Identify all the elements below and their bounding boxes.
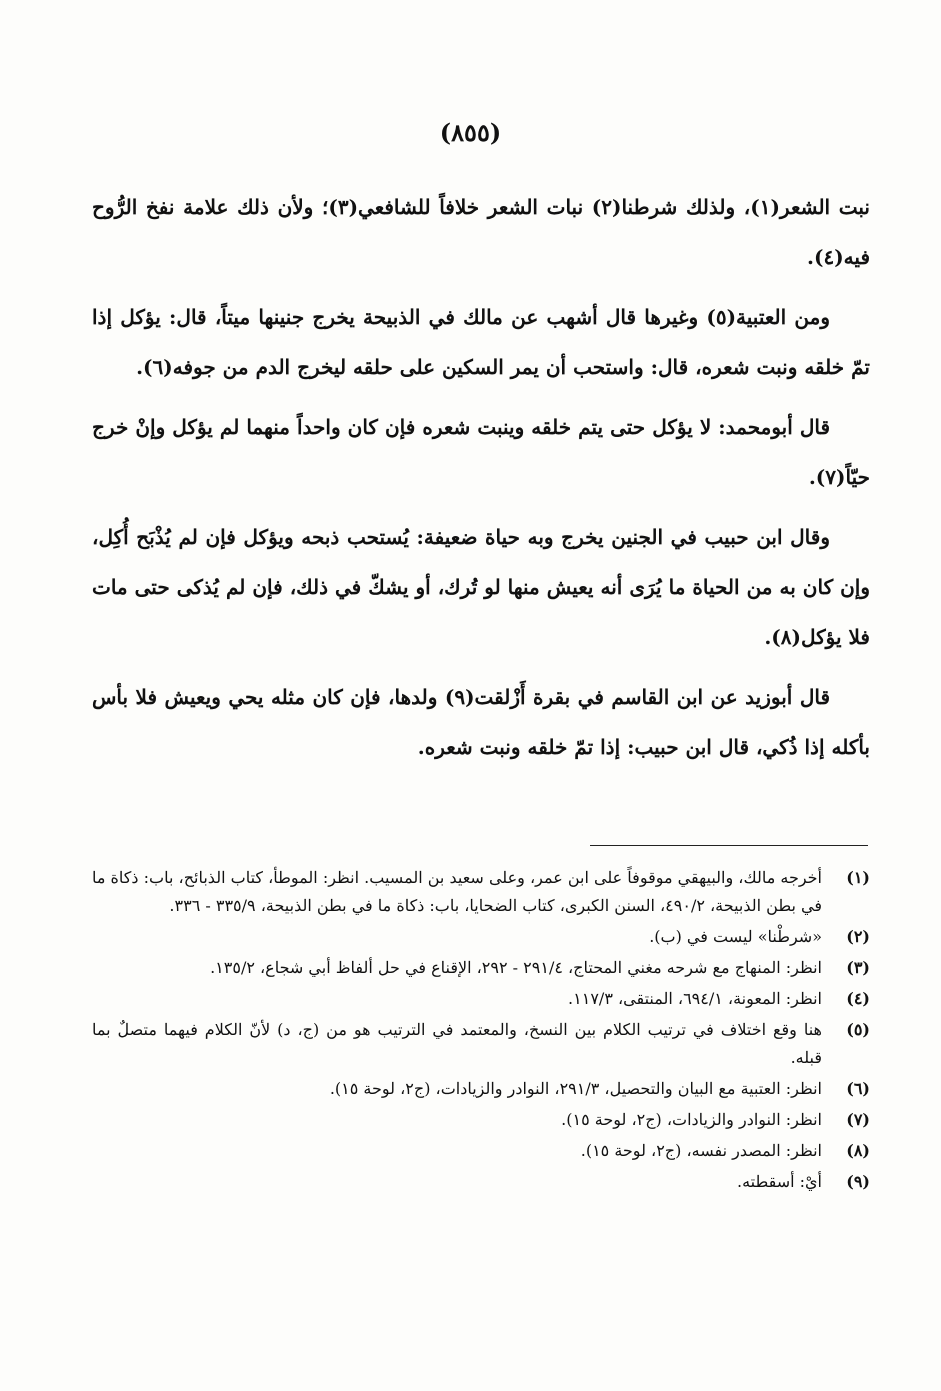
footnote-number: (٩): [846, 1172, 870, 1191]
footnote: [92, 1137, 870, 1165]
footnote: [92, 1075, 870, 1103]
footnote-divider: [590, 845, 868, 846]
footnote-number: (٤): [846, 989, 870, 1008]
paragraph: قال أبومحمد: لا يؤكل حتى يتم خلقه وينبت شعره فإن كان واحداً منهما لم يؤكل وإنْ خرج حيّاً(٧).: [92, 415, 870, 489]
footnote-number: (٣): [846, 958, 870, 977]
footnote-text: أيْ: أسقطته.: [736, 1172, 822, 1191]
paragraph: قال أبوزيد عن ابن القاسم في بقرة أَزْلقت(٩) ولدها، فإن كان مثله يحي ويعيش فلا بأس بأكله إذا ذُكي، قال ابن حبيب: إذا تمّ خلقه ونبت شعره.: [92, 685, 870, 759]
footnote-text: انظر: النوادر والزيادات، (ج٢، لوحة ١٥).: [561, 1110, 822, 1129]
footnote-text: انظر: المعونة، ٦٩٤/١، المنتقى، ١١٧/٣.: [568, 989, 822, 1008]
footnote-text: «شرطْنا» ليست في (ب).: [649, 927, 822, 946]
footnote-number: (٥): [846, 1020, 870, 1039]
footnotes: [92, 864, 870, 1199]
footnote-text: انظر: المصدر نفسه، (ج٢، لوحة ١٥).: [580, 1141, 822, 1160]
main-text: [92, 182, 870, 782]
page-number: (٨٥٥): [439, 118, 502, 147]
footnote: [92, 954, 870, 982]
footnote-number: (٨): [846, 1141, 870, 1160]
footnote-text: هنا وقع اختلاف في ترتيب الكلام بين النسخ، والمعتمد في الترتيب هو من (ج، د) لأنّ الكلام فيهما متصلٌ بما قبله.: [92, 1020, 822, 1067]
footnote-number: (٧): [846, 1110, 870, 1129]
footnote-number: (٦): [846, 1079, 870, 1098]
footnote-text: انظر: المنهاج مع شرحه مغني المحتاج، ٢٩١/٤ - ٢٩٢، الإقناع في حل ألفاظ أبي شجاع، ١٣٥/٢.: [210, 958, 822, 977]
footnote: [92, 1106, 870, 1134]
paragraph: وقال ابن حبيب في الجنين يخرج وبه حياة ضعيفة: يُستحب ذبحه ويؤكل فإن لم يُذْبَح أُكِل، وإن كان به من الحياة ما يُرَى أنه يعيش منها لو تُرك، أو يشكّ في ذلك، فإن لم يُذكى حتى مات فلا يؤكل(٨).: [92, 525, 871, 649]
footnote-text: أخرجه مالك، والبيهقي موقوفاً على ابن عمر، وعلى سعيد بن المسيب. انظر: الموطأ، كتاب الذبائح، باب: ذكاة ما في بطن الذبيحة، ٤٩٠/٢، السنن الكبرى، كتاب الضحايا، باب: ذكاة ما في بطن الذبيحة، ٣٣٥/٩ - ٣٣٦.: [92, 868, 822, 915]
paragraph: نبت الشعر(١)، ولذلك شرطنا(٢) نبات الشعر خلافاً للشافعي(٣)؛ ولأن ذلك علامة نفخ الرُّوح فيه(٤).: [92, 195, 870, 269]
footnote: [92, 864, 870, 920]
footnote-number: (٢): [846, 927, 870, 946]
footnote: [92, 1168, 870, 1196]
footnote: [92, 923, 870, 951]
footnote-number: (١): [846, 868, 870, 887]
footnote: [92, 985, 870, 1013]
paragraph: ومن العتبية(٥) وغيرها قال أشهب عن مالك في الذبيحة يخرج جنينها ميتاً، قال: يؤكل إذا تمّ خلقه ونبت شعره، قال: واستحب أن يمر السكين على حلقه ليخرج الدم من جوفه(٦).: [92, 305, 870, 379]
footnote-text: انظر: العتبية مع البيان والتحصيل، ٢٩١/٣، النوادر والزيادات، (ج٢، لوحة ١٥).: [329, 1079, 822, 1098]
footnote: [92, 1016, 870, 1072]
